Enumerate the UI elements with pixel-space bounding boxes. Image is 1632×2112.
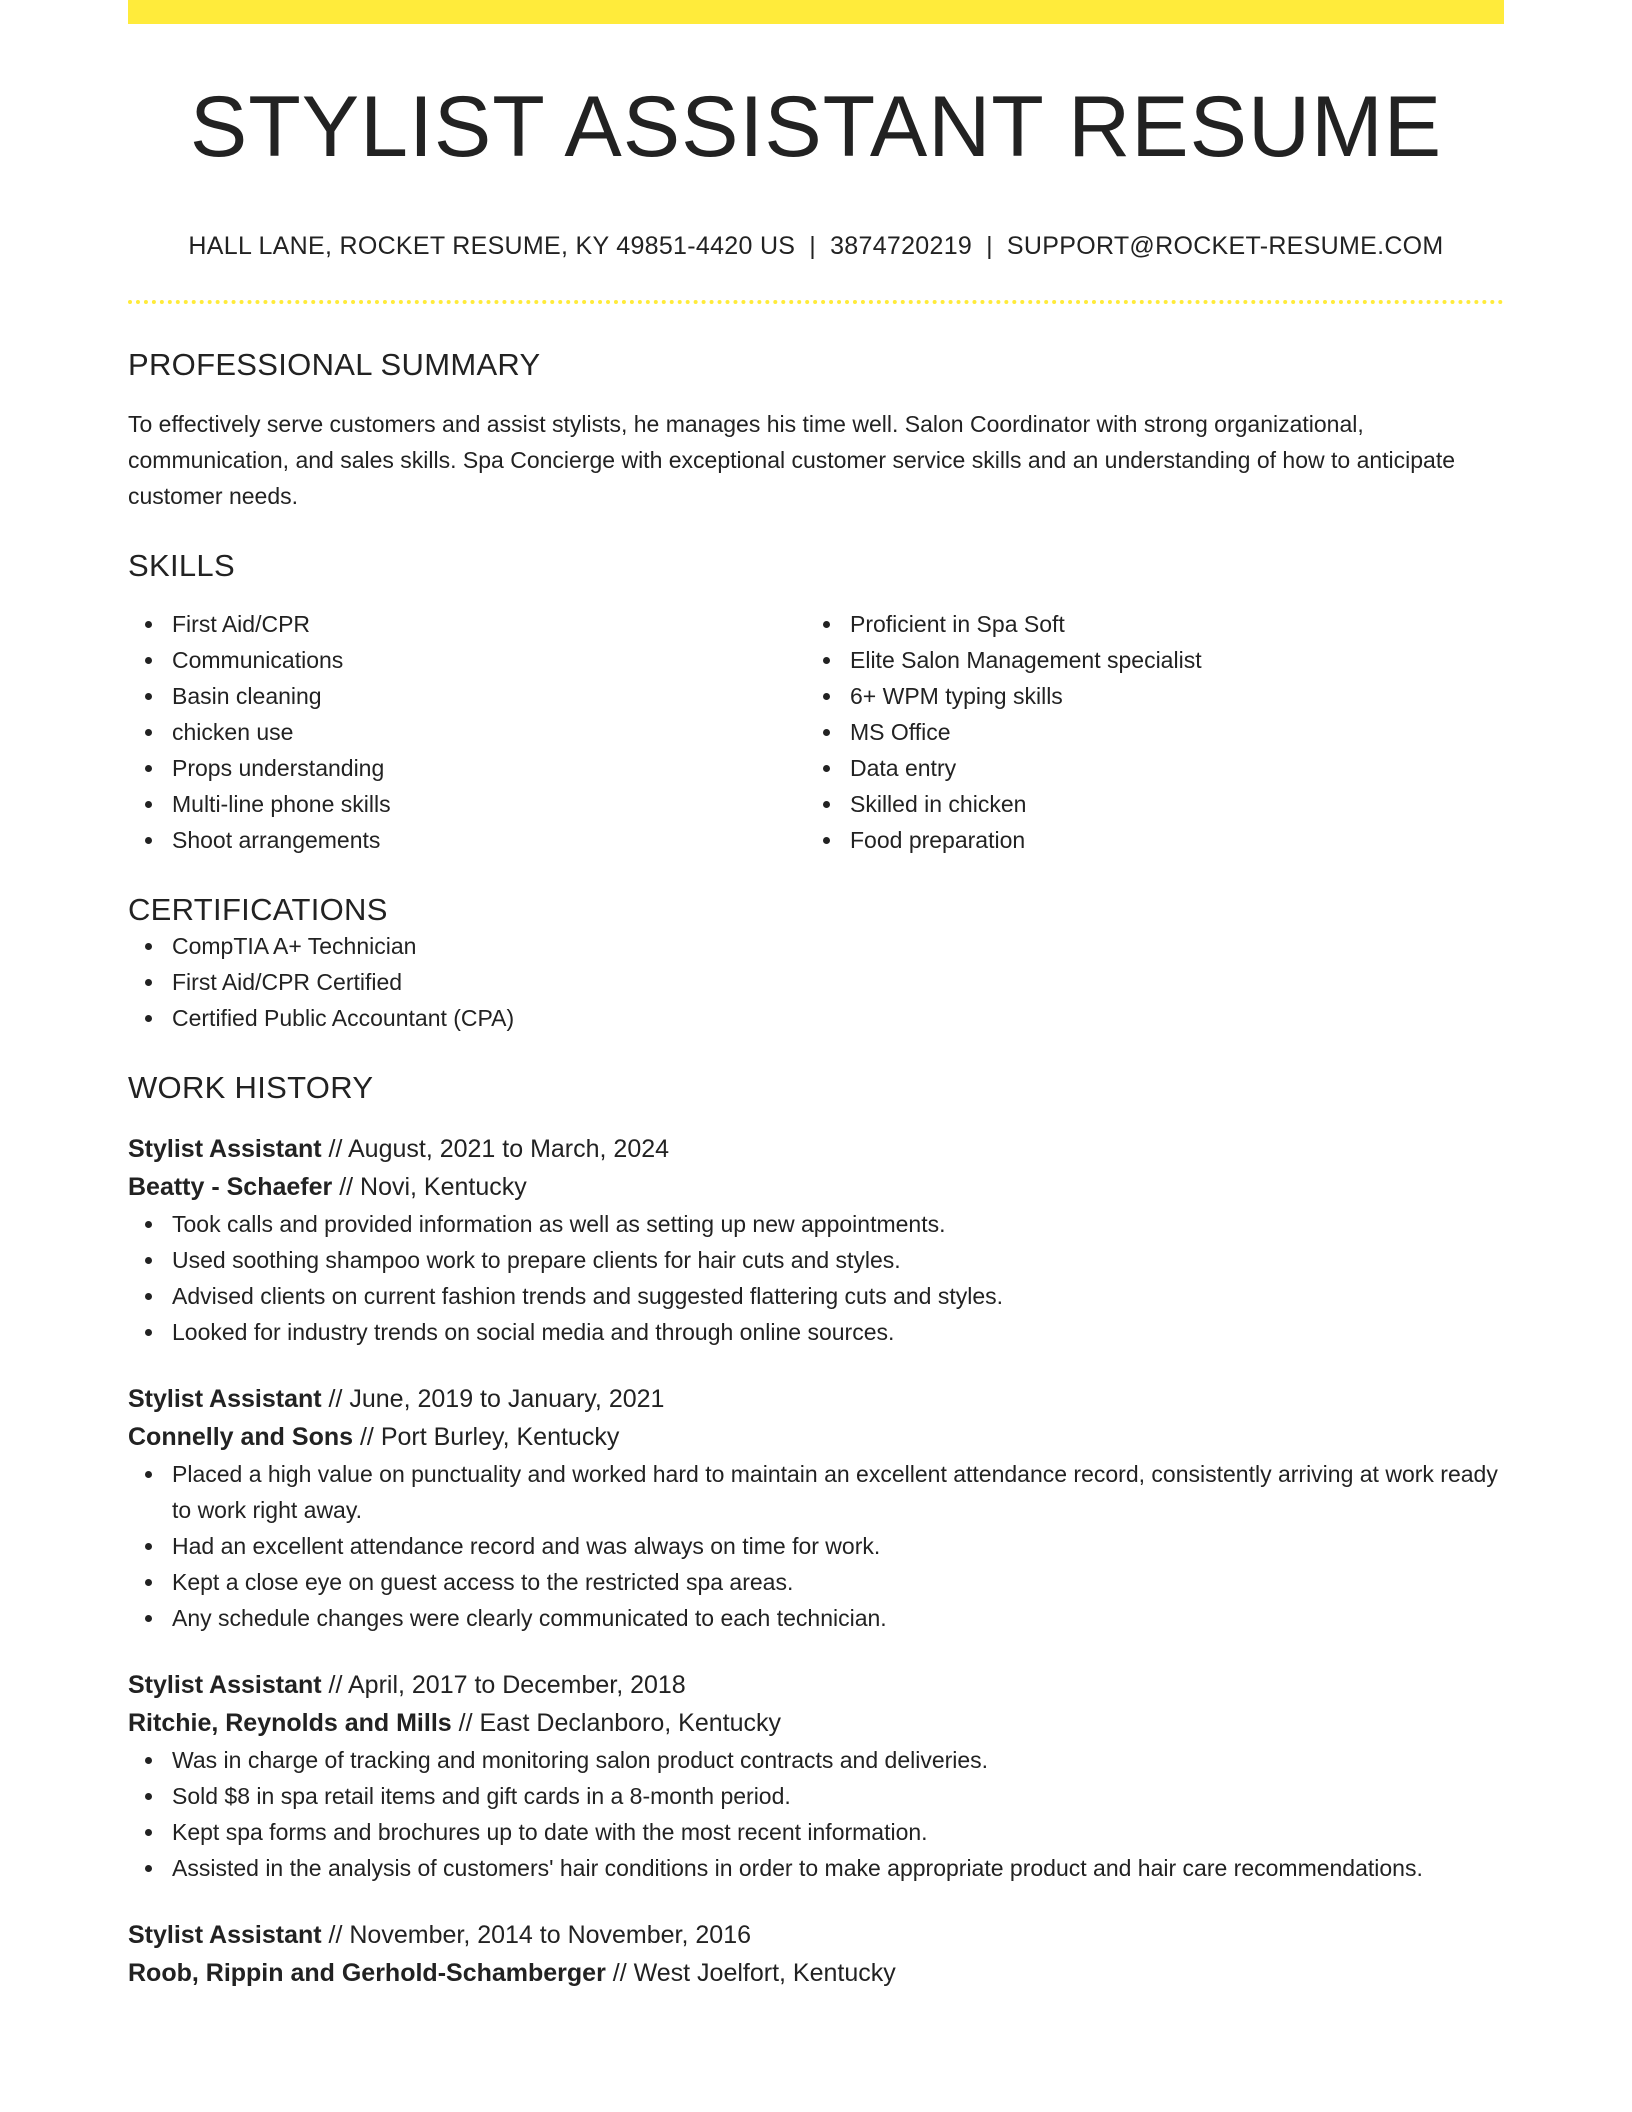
job-duties-list (128, 1742, 1504, 1886)
job-dates: // June, 2019 to January, 2021 (321, 1385, 665, 1413)
job-duty-item: Was in charge of tracking and monitoring salon product contracts and deliveries. (128, 1742, 1504, 1778)
skills-list-left (128, 606, 806, 858)
certification-item: CompTIA A+ Technician (128, 928, 1504, 964)
skills-column-left (128, 606, 806, 858)
skill-item: chicken use (128, 714, 806, 750)
job-title-line (128, 1916, 1504, 1954)
summary-heading: PROFESSIONAL SUMMARY (128, 347, 541, 382)
job-company-line (128, 1954, 1504, 1992)
job-title-line (128, 1130, 1504, 1168)
certification-item: Certified Public Accountant (CPA) (128, 1000, 1504, 1036)
job-entry (128, 1916, 1504, 1992)
resume-page (128, 0, 1504, 1992)
skill-item: Multi-line phone skills (128, 786, 806, 822)
contact-phone: 3874720219 (830, 232, 973, 260)
job-company: Roob, Rippin and Gerhold-Schamberger (128, 1959, 606, 1987)
job-company-line (128, 1704, 1504, 1742)
job-duty-item: Assisted in the analysis of customers' hair conditions in order to make appropriate product and hair care recommendations. (128, 1850, 1504, 1886)
job-duty-item: Placed a high value on punctuality and worked hard to maintain an excellent attendance record, consistently arriving at work ready to work right away. (128, 1456, 1504, 1528)
job-location: // Novi, Kentucky (332, 1173, 527, 1201)
job-company: Beatty - Schaefer (128, 1173, 333, 1201)
contact-email: SUPPORT@ROCKET-RESUME.COM (1006, 232, 1444, 260)
skills-heading: SKILLS (128, 548, 235, 583)
job-location: // West Joelfort, Kentucky (605, 1959, 896, 1987)
skill-item: Shoot arrangements (128, 822, 806, 858)
job-dates: // November, 2014 to November, 2016 (321, 1921, 752, 1949)
certifications-list (128, 928, 1504, 1036)
job-duties-list (128, 1456, 1504, 1636)
job-entry (128, 1666, 1504, 1886)
job-company-line (128, 1168, 1504, 1206)
job-duty-item: Took calls and provided information as well as setting up new appointments. (128, 1206, 1504, 1242)
job-title: Stylist Assistant (128, 1385, 322, 1413)
summary-text: To effectively serve customers and assist stylists, he manages his time well. Salon Coordinator with strong organizational, communication, and sales skills. Spa Concierge with exceptional customer service skills and an understanding of how to anticipate customer needs. (128, 411, 1456, 509)
skill-item: Food preparation (806, 822, 1484, 858)
job-duty-item: Sold $8 in spa retail items and gift cards in a 8-month period. (128, 1778, 1504, 1814)
top-accent-bar (128, 0, 1504, 24)
contact-address: HALL LANE, ROCKET RESUME, KY 49851-4420 US (188, 232, 796, 260)
job-duty-item: Kept spa forms and brochures up to date with the most recent information. (128, 1814, 1504, 1850)
skill-item: Props understanding (128, 750, 806, 786)
job-entry (128, 1380, 1504, 1636)
contact-line (128, 232, 1504, 261)
job-entry (128, 1130, 1504, 1350)
job-duty-item: Kept a close eye on guest access to the restricted spa areas. (128, 1564, 1504, 1600)
job-title-line (128, 1380, 1504, 1418)
skill-item: Basin cleaning (128, 678, 806, 714)
job-duty-item: Looked for industry trends on social media and through online sources. (128, 1314, 1504, 1350)
job-location: // East Declanboro, Kentucky (451, 1709, 782, 1737)
job-title: Stylist Assistant (128, 1921, 322, 1949)
job-location: // Port Burley, Kentucky (353, 1423, 620, 1451)
contact-separator: | (986, 232, 993, 260)
skill-item: Skilled in chicken (806, 786, 1484, 822)
skill-item: First Aid/CPR (128, 606, 806, 642)
job-company: Connelly and Sons (128, 1423, 354, 1451)
skill-item: Proficient in Spa Soft (806, 606, 1484, 642)
skill-item: Data entry (806, 750, 1484, 786)
job-dates: // August, 2021 to March, 2024 (321, 1135, 670, 1163)
dotted-divider (128, 300, 1504, 304)
job-company: Ritchie, Reynolds and Mills (128, 1709, 452, 1737)
skills-columns (128, 606, 1504, 858)
job-duty-item: Used soothing shampoo work to prepare clients for hair cuts and styles. (128, 1242, 1504, 1278)
contact-separator: | (809, 232, 817, 260)
skill-item: Communications (128, 642, 806, 678)
skill-item: 6+ WPM typing skills (806, 678, 1484, 714)
skill-item: MS Office (806, 714, 1484, 750)
skill-item: Elite Salon Management specialist (806, 642, 1484, 678)
job-duty-item: Advised clients on current fashion trends and suggested flattering cuts and styles. (128, 1278, 1504, 1314)
resume-title: STYLIST ASSISTANT RESUME (189, 79, 1443, 175)
job-duty-item: Had an excellent attendance record and was always on time for work. (128, 1528, 1504, 1564)
job-dates: // April, 2017 to December, 2018 (321, 1671, 686, 1699)
skills-column-right (806, 606, 1484, 858)
certifications-heading: CERTIFICATIONS (128, 892, 388, 927)
job-title-line (128, 1666, 1504, 1704)
job-title: Stylist Assistant (128, 1135, 322, 1163)
work-history-heading: WORK HISTORY (128, 1070, 374, 1105)
certification-item: First Aid/CPR Certified (128, 964, 1504, 1000)
job-duties-list (128, 1206, 1504, 1350)
work-history-list (128, 1130, 1504, 1992)
job-title: Stylist Assistant (128, 1671, 322, 1699)
job-duty-item: Any schedule changes were clearly communicated to each technician. (128, 1600, 1504, 1636)
skills-list-right (806, 606, 1484, 858)
job-company-line (128, 1418, 1504, 1456)
